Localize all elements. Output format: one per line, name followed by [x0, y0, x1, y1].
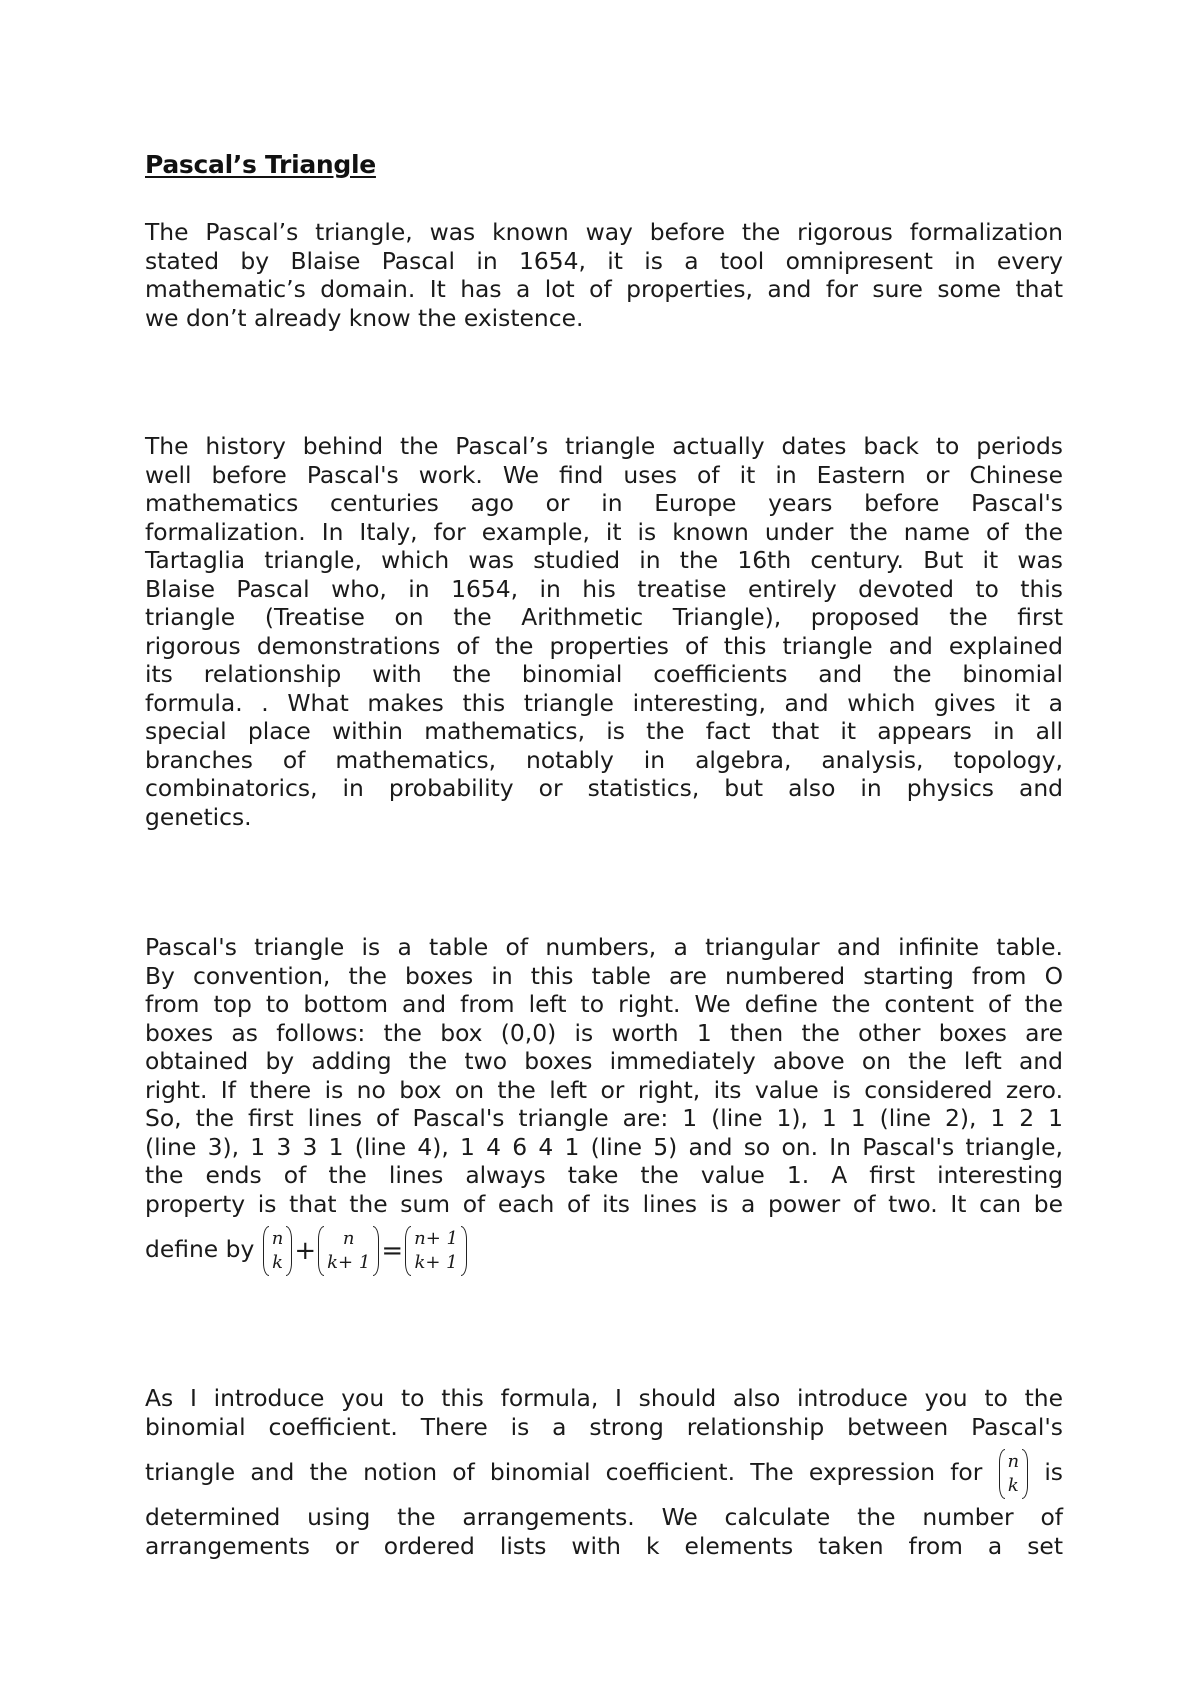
- text-line: Blaise Pascal who, in 1654, in his treatise entirely devoted to this: [145, 574, 1063, 603]
- text-line: its relationship with the binomial coefficients and the binomial: [145, 660, 1063, 688]
- binomial-n-k: [263, 1226, 293, 1276]
- text-line: obtained by adding the two boxes immediately above on the left and: [145, 1047, 1063, 1075]
- text-line: binomial coefficient. There is a strong relationship between Pascal's: [145, 1412, 1063, 1441]
- binom-bottom: k: [272, 1251, 283, 1273]
- text-line: formula. . What makes this triangle interesting, and which gives it a: [145, 688, 1063, 717]
- text-line: determined using the arrangements. We calculate the number of: [145, 1503, 1063, 1531]
- text-line: branches of mathematics, notably in algebra, analysis, topology,: [145, 745, 1063, 774]
- text-line-with-binomial: [145, 1441, 1063, 1503]
- text-line: combinatorics, in probability or statistics, but also in physics and: [145, 774, 1063, 802]
- formula-prefix: define by: [145, 1235, 255, 1263]
- binomial-n-k-plus-1: [318, 1226, 379, 1276]
- text-line: the ends of the lines always take the value 1. A first interesting: [145, 1161, 1063, 1189]
- text-line: (line 3), 1 3 3 1 (line 4), 1 4 6 4 1 (line 5) and so on. In Pascal's triangle,: [145, 1132, 1063, 1161]
- text-line: mathematics centuries ago or in Europe years before Pascal's: [145, 489, 1063, 517]
- text-line: So, the first lines of Pascal's triangle are: 1 (line 1), 1 1 (line 2), 1 2 1: [145, 1104, 1063, 1132]
- text-line: Tartaglia triangle, which was studied in the 16th century. But it was: [145, 546, 1063, 574]
- formula-line: [145, 1218, 1063, 1280]
- text-line: The Pascal’s triangle, was known way before the rigorous formalization: [145, 218, 1063, 246]
- paragraph-history: [145, 432, 1063, 831]
- text-line: Pascal's triangle is a table of numbers, a triangular and infinite table.: [145, 933, 1063, 961]
- text-line: stated by Blaise Pascal in 1654, it is a tool omnipresent in every: [145, 246, 1063, 275]
- binom-top: n: [1007, 1450, 1020, 1472]
- binom-top: n: [342, 1227, 355, 1249]
- text-line: arrangements or ordered lists with k elements taken from a set: [145, 1531, 1063, 1560]
- text-line: from top to bottom and from left to right. We define the content of the: [145, 990, 1063, 1018]
- text-line: formalization. In Italy, for example, it is known under the name of the: [145, 517, 1063, 546]
- text-fragment: triangle and the notion of binomial coefficient. The expression for: [145, 1458, 983, 1486]
- text-line: genetics.: [145, 802, 252, 831]
- paragraph-binomial: [145, 1384, 1063, 1560]
- binom-bottom: k+ 1: [414, 1251, 458, 1273]
- plus-sign: +: [294, 1235, 317, 1266]
- document-title: Pascal’s Triangle: [145, 150, 376, 179]
- binom-bottom: k: [1007, 1474, 1019, 1496]
- text-line: special place within mathematics, is the fact that it appears in all: [145, 717, 1063, 745]
- text-line: triangle (Treatise on the Arithmetic Triangle), proposed the first: [145, 603, 1063, 631]
- binom-bottom: k+ 1: [327, 1251, 371, 1273]
- text-line: well before Pascal's work. We find uses of it in Eastern or Chinese: [145, 460, 1063, 489]
- text-fragment: is: [1044, 1458, 1063, 1486]
- paragraph-definition: [145, 933, 1063, 1280]
- text-line: rigorous demonstrations of the properties of this triangle and explained: [145, 631, 1063, 660]
- binomial-n-plus-1-k-plus-1: [405, 1226, 467, 1276]
- binomial-n-k-inline: [999, 1449, 1029, 1499]
- text-line: property is that the sum of each of its lines is a power of two. It can be: [145, 1189, 1063, 1218]
- binom-top: n: [271, 1227, 284, 1249]
- text-line: mathematic’s domain. It has a lot of properties, and for sure some that: [145, 275, 1063, 303]
- equals-sign: =: [381, 1235, 404, 1266]
- text-line: The history behind the Pascal’s triangle actually dates back to periods: [145, 432, 1063, 460]
- text-line: right. If there is no box on the left or right, its value is considered zero.: [145, 1075, 1063, 1104]
- paragraph-intro: [145, 218, 1063, 332]
- text-line: By convention, the boxes in this table are numbered starting from O: [145, 961, 1063, 990]
- text-line: boxes as follows: the box (0,0) is worth 1 then the other boxes are: [145, 1018, 1063, 1047]
- text-line: we don’t already know the existence.: [145, 303, 584, 332]
- text-line: As I introduce you to this formula, I should also introduce you to the: [145, 1384, 1063, 1412]
- binom-top: n+ 1: [414, 1227, 458, 1249]
